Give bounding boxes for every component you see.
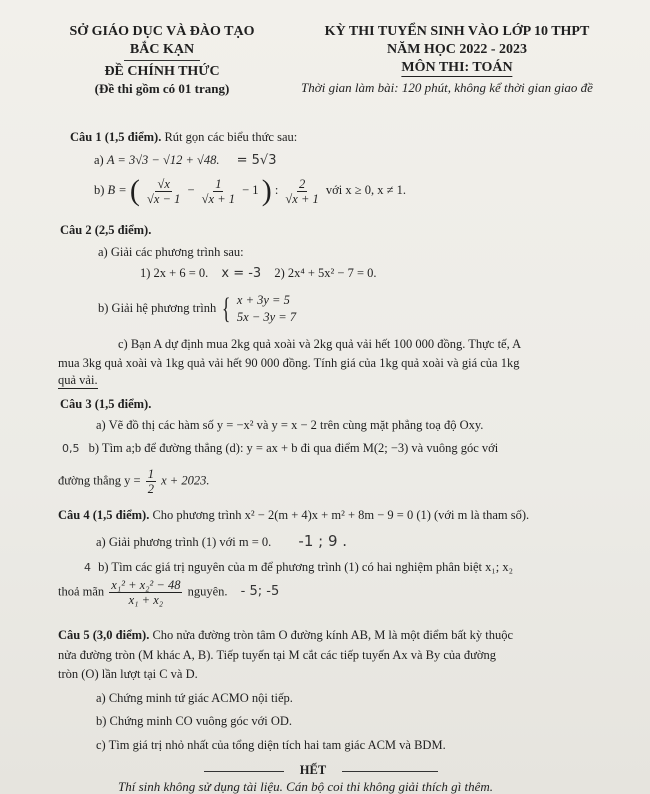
header-subject: MÔN THI: TOÁN <box>401 60 513 75</box>
q1b-minus: − <box>187 182 195 197</box>
q1b-open-paren: ( <box>129 174 140 207</box>
footer-note: Thí sinh không sử dụng tài liệu. Cán bộ coi thi không giải thích gì thêm. <box>118 779 494 794</box>
q4a-handwritten-note: -1 ; 9 . <box>298 532 348 550</box>
q2c-line3: quả vải. <box>58 373 98 387</box>
q2b-eq1: x + 3y = 5 <box>236 293 290 307</box>
q2a-intro: a) Giải các phương trình sau: <box>98 245 244 259</box>
q4-intro: Cho phương trình x² − 2(m + 4)x + m² + 8m − 9 = 0 (1) (với m là tham số). <box>152 508 530 522</box>
q1b-f1-num: √x <box>157 176 170 191</box>
q1b-B: B = <box>107 182 127 197</box>
q1b-fraction-3 <box>283 177 320 206</box>
q2a1-handwritten-note: x = -3 <box>221 266 262 281</box>
q5b-line: b) Chứng minh CO vuông góc với OD. <box>96 714 293 728</box>
q4-heading: Câu 4 (1,5 điểm). <box>58 508 150 522</box>
q4a-line <box>96 532 347 550</box>
q5-line2: nửa đường tròn (M khác A, B). Tiếp tuyến tại M cắt các tiếp tuyến Ax và By của đường <box>58 648 496 662</box>
header-left-rule <box>124 60 200 61</box>
q1-line <box>70 130 297 145</box>
q4-line <box>58 508 529 523</box>
header-time: Thời gian làm bài: 120 phút, không kể thời gian giao đề <box>301 80 593 95</box>
q5c-line: c) Tìm giá trị nhỏ nhất của tổng diện tích hai tam giác ACM và BDM. <box>96 738 446 752</box>
q4b-line2-end: nguyên. <box>187 584 228 599</box>
q2c-line1: c) Bạn A dự định mua 2kg quả xoài và 2kg quả vải hết 100 000 đồng. Thực tế, A <box>118 337 522 351</box>
q1a-line <box>94 153 277 168</box>
q3b-line2 <box>58 467 209 496</box>
q3b-handwritten-mark: 0,5 <box>62 442 80 455</box>
q3b-line2-start: đường thẳng y = <box>58 473 141 488</box>
header-official: ĐỀ CHÍNH THỨC <box>104 64 220 79</box>
q2b-brace: { <box>222 292 231 325</box>
q1-intro: Rút gọn các biểu thức sau: <box>164 130 298 144</box>
q2b-eq2: 5x − 3y = 7 <box>236 310 297 324</box>
q2-heading: Câu 2 (2,5 điểm). <box>60 223 152 237</box>
q3-heading: Câu 3 (1,5 điểm). <box>60 397 152 411</box>
q3b-text: b) Tìm a;b để đường thẳng (d): y = ax + b đi qua điểm M(2; −3) và vuông góc với <box>88 441 499 455</box>
q1-heading: Câu 1 (1,5 điểm). <box>70 130 162 144</box>
q1b-f3-num: 2 <box>298 176 306 191</box>
q4b-fraction <box>109 578 182 607</box>
header-year: NĂM HỌC 2022 - 2023 <box>387 42 527 57</box>
q1b-close-paren: ) <box>261 174 272 207</box>
q2b-intro: b) Giải hệ phương trình <box>98 300 217 315</box>
q4b-line2 <box>58 578 279 607</box>
q4b-frac-den: x₁ + x₂ <box>128 593 164 607</box>
q1b-f3-den: √x + 1 <box>285 191 319 206</box>
q2a1-equation: 1) 2x + 6 = 0. <box>140 266 209 280</box>
footer-rule-left <box>204 771 284 772</box>
q1a-label: a) <box>94 153 104 167</box>
q4b-frac-num: x₁² + x₂² − 48 <box>111 578 181 592</box>
q1b-label: b) <box>94 182 105 197</box>
q2b-line <box>98 292 296 326</box>
q1b-fraction-2 <box>200 177 237 206</box>
q4b-line1 <box>84 560 513 575</box>
q1b-divide: : <box>274 182 279 197</box>
q1b-fraction-1 <box>145 177 182 206</box>
q5-heading: Câu 5 (3,0 điểm). <box>58 628 150 642</box>
q4a-text: a) Giải phương trình (1) với m = 0. <box>96 535 272 549</box>
q2b-system <box>237 292 296 326</box>
q2c-line2: mua 3kg quả xoài và 1kg quả vải hết 90 000 đồng. Tính giá của 1kg quả xoài và giá của 1kg <box>58 356 520 370</box>
q1b-f1-den: √x − 1 <box>147 191 181 206</box>
q5-text1: Cho nửa đường tròn tâm O đường kính AB, M là một điểm bất kỳ thuộc <box>152 628 514 642</box>
q5-line1 <box>58 628 513 643</box>
q3b-frac-den: 2 <box>147 482 154 496</box>
q3b-frac-num: 1 <box>147 467 154 481</box>
q3a-line: a) Vẽ đồ thị các hàm số y = −x² và y = x − 2 trên cùng mặt phẳng toạ độ Oxy. <box>96 418 484 432</box>
q1b-line <box>94 176 406 206</box>
footer-rule-right <box>342 771 438 772</box>
q1b-f2-den: √x + 1 <box>201 191 235 206</box>
q2a2-equation: 2) 2x⁴ + 5x² − 7 = 0. <box>274 266 377 280</box>
q4b-handwritten-mark: 4 <box>84 561 91 574</box>
q1b-condition: với x ≥ 0, x ≠ 1. <box>325 182 406 197</box>
q3b-line1 <box>62 441 498 456</box>
header-pages: (Đề thi gồm có 01 trang) <box>94 81 230 96</box>
q1a-handwritten-note: = 5√3 <box>236 153 277 168</box>
q2a-line <box>140 266 377 281</box>
q3b-fraction <box>146 467 156 496</box>
q4b-line2-start: thoả mãn <box>58 584 105 599</box>
header-department: SỞ GIÁO DỤC VÀ ĐÀO TẠO <box>69 24 255 39</box>
q4b-handwritten-note: - 5; -5 <box>240 584 280 600</box>
q5a-line: a) Chứng minh tứ giác ACMO nội tiếp. <box>96 691 293 705</box>
q1b-minus-one: − 1 <box>242 182 259 197</box>
q4b-text: b) Tìm các giá trị nguyên của m để phương trình (1) có hai nghiệm phân biệt x₁; x₂ <box>98 560 513 574</box>
header-exam: KỲ THI TUYỂN SINH VÀO LỚP 10 THPT <box>324 24 590 39</box>
footer-end: HẾT <box>299 763 327 777</box>
q5-line3: tròn (O) lần lượt tại C và D. <box>58 667 198 681</box>
header-province: BẮC KẠN <box>129 42 195 57</box>
q3b-line2-end: x + 2023. <box>161 473 210 488</box>
q1a-expression: A = 3√3 − √12 + √48. <box>106 153 220 167</box>
q1b-f2-num: 1 <box>215 176 222 191</box>
